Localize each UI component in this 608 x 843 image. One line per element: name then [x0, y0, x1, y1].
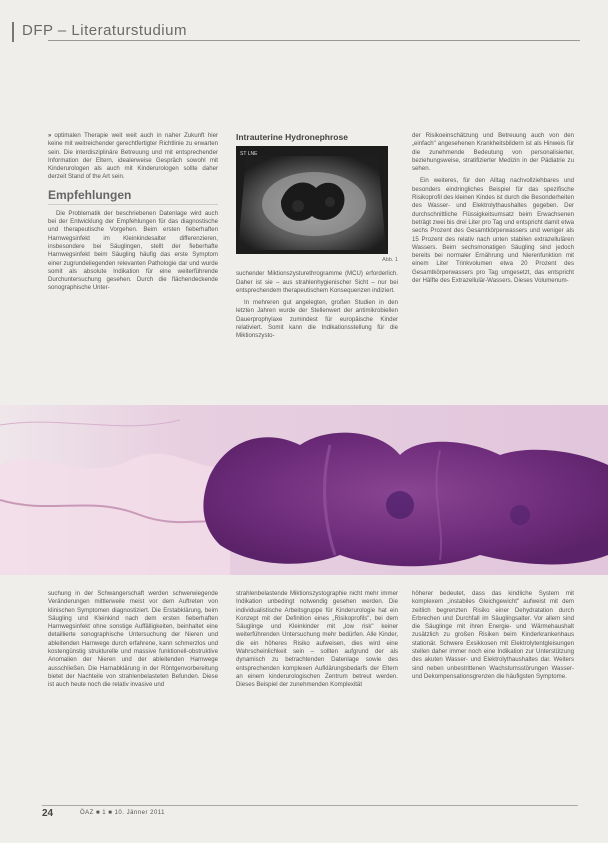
figure-title: Intrauterine Hydronephrose	[236, 132, 348, 142]
ultrasound-graphic	[236, 146, 388, 254]
bottom-col3-paragraph: höherer bedeutet, dass das kindliche System mit komplexem „instabiles Gleichgewicht" aufweist mit dem zeitlich begrenzten Risiko einer Dehydratation durch Erbrechen und Durchfall im Säuglingsalter. Vor allem sind die Säuglinge mit ihren Energie- und Wärmehaushalt zusätzlich zu großen Risiken beim Kinderkrankenhaus stationär. Schwere Exsikkosen mit Elektrolytentgleisungen stellen daher immer noch eine Indikation zur Unterstützung des akuten Wasser- und Elektrolythaushaltes dar. Weiters sind neben unbestrittenen Wachstumsstörungen Wasser- und Dekompensationsgrenzen die häufigsten Symptome.	[412, 590, 574, 680]
column-1-bottom	[48, 590, 218, 800]
col3-paragraph-2: Ein weiteres, für den Alltag nachvollziehbares und besonders eindringliches Beispiel für das spezifische Risikoprofil des kleinen Kindes ist durch die Besonderheiten des Wasser- und Elektrolythaushaltes gegeben. Der durchschnittliche Flüssigkeitsumsatz beim Erwachsenen beträgt zwei bis drei Liter pro Tag und entspricht damit etwa sechs Prozent des Gesamtkörperwassers und weniger als 15 Prozent des relativ nach unten stabilen extrazellulären Wassers. Beim sechsmonatigen Säugling sind jedoch bereits bei normaler Ernährung und Nierenfunktion mit einem Liter Trinkvolumen etwa 20 Prozent des Gesamtkörperwassers pro Tag umgesetzt, das entspricht der Hälfte des Extrazellulär-Wassers. Dieses Volumenum-	[412, 177, 574, 285]
page-number: 24	[42, 808, 54, 819]
header-rule	[48, 40, 580, 41]
empfehlungen-paragraph: Die Problematik der beschriebenen Datenlage wird auch bei der Entwicklung der Empfehlungen für das diagnostische und therapeutische Vorgehen. Beim ersten fieberhaften Harnwegsinfekt im Kleinkindesalter differenzieren, insbesondere bei Säuglingen, stellt der fieberhafte Harnwegsinfekt beim Säugling häufig das erste Symptom einer zugrundeliegenden relevanten Pathologie dar und wurde somit als absolute Indikation für eine weiterführende Durchuntersuchung gesehen. Durch die flächendeckende sonographische Unter-	[48, 209, 218, 292]
page-header-title: DFP – Literaturstudium	[22, 22, 187, 39]
col2-paragraph-1: suchender Miktionszysturethrogramme (MCU) erforderlich. Daher ist sie – aus strahlenhygienischer Sicht – nur bei entsprechendem therapeutischem Konsequenzen indiziert.	[236, 270, 398, 294]
figure-caption: Abb. 1	[382, 257, 398, 263]
column-2-top	[236, 132, 398, 400]
column-2-bottom	[236, 590, 398, 800]
header-mark	[12, 22, 14, 42]
ultrasound-label: ST LNE	[240, 151, 258, 157]
magazine-issue: ÖAZ ■ 1 ■ 10. Jänner 2011	[80, 810, 166, 816]
col3-paragraph-1: der Risikoeinschätzung und Betreuung auch von den „einfach" angesehenen Krankheitsbildern ist als Hinweis für die zunehmende Bedeutung von personalisierter, beziehungsweise, stratifizierter Medizin in der Pädiatrie zu sehen.	[412, 132, 574, 173]
intro-paragraph: optimalen Therapie weit weit auch in naher Zukunft hier keine mit weitreichender gerechtfertigter Richtlinie zu erwarten sein. Die interdisziplinäre Betreuung und mit entsprechender Information der Eltern, idealerweise Gespräch sowohl mit Kinderurologen als auch mit Kinderurologen sollte daher derzeit Stand of the Art sein.	[48, 132, 218, 181]
section-heading-empfehlungen: Empfehlungen	[48, 188, 218, 205]
bottom-col2-paragraph: strahlenbelastende Miktionszystographie nicht mehr immer Indikation unbedingt notwendig gesehen werden. Die individualistische Arbeitsgruppe für Kinderurologie hat ein Konzept mit der Definition eines „Risikoprofils", bei dem Säuglinge und Kleinkinder mit „low risk" keiner weiterführenden Untersuchung mehr bedürfen. Alle Kinder, die ein höheres Risiko aufweisen, dies wird eine Wahrscheinlichkeit sein – sollten aufgrund der als dynamisch zu betrachtenden Datenlage sowie des entsprechenden komplexen Aufklärungsbedarfs der Eltern an einem kinderurologischen Zentrum betreut werden. Dieses Beispiel der zunehmenden Komplexität	[236, 590, 398, 689]
col2-paragraph-2: In mehreren gut angelegten, großen Studien in den letzten Jahren wurde der Stellenwert der antimikrobiellen Dauerprophylaxe zumindest für europäische Kinder relativiert. Somit kann die Indikationsstellung für die Miktionszysto-	[236, 299, 398, 340]
continuation-arrow: »	[48, 132, 52, 139]
footer-rule	[42, 805, 578, 806]
histology-image	[0, 405, 608, 575]
column-1-top	[48, 132, 218, 400]
column-3-top	[412, 132, 574, 400]
bottom-col1-paragraph: suchung in der Schwangerschaft werden schwerwiegende Veränderungen mittlerweile meist vor dem Auftreten von klinischen Symptomen diagnostiziert. Die Erstabklärung, beim Säugling und Kleinkind nach dem ersten fieberhaften Harnwegsinfekt ohne sonstige Auffälligkeiten, beinhaltet eine detaillierte sonographische Untersuchung der Nieren und ableitenden Harnwege durch erfahrene, kann schmerzlos und kostengünstig strukturelle und massive funktionell-obstruktive Anomalien der Nieren und der ableitenden Harnwege ausschließen. Die Harnabklärung in der Röntgenvorbereitung bietet der Nachteile von strahlenbelasteten Befunden. Diese ist auch heute noch die relativ invasive und	[48, 590, 218, 689]
column-3-bottom	[412, 590, 574, 800]
ultrasound-image	[236, 146, 388, 254]
